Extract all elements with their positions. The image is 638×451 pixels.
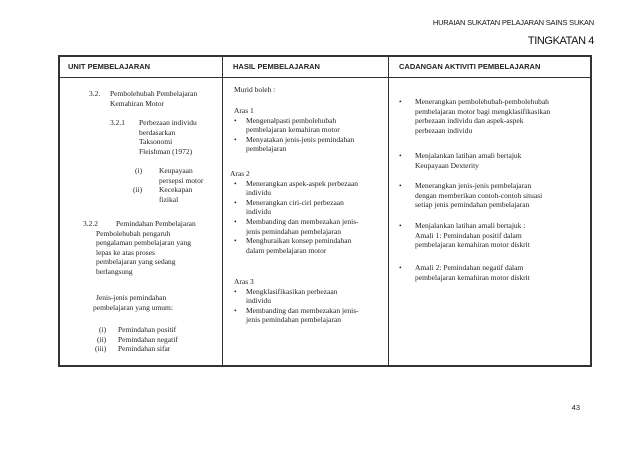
level-heading: Aras 1 [234, 106, 254, 115]
column-divider [222, 57, 223, 365]
list-number: (i) [135, 166, 143, 175]
document-header-form: TINGKATAN 4 [527, 35, 594, 47]
subsection-text: Taksonomi [139, 137, 173, 147]
outcome-text: Membanding dan membezakan jenis- [246, 217, 359, 226]
bullet-icon: • [234, 286, 237, 296]
section-number: 3.2. [89, 89, 101, 98]
subsection-text: pembelajaran yang sedang [96, 257, 176, 267]
list-number: (iii) [95, 344, 107, 354]
list-item-text: Kecekapan [159, 185, 193, 194]
activity-text: pembelajaran motor bagi mengklasifikasikan [415, 106, 551, 116]
activity-text: pembelajaran kemahiran motor diskrit [415, 240, 530, 250]
subsection-text: Jenis-jenis pemindahan [96, 293, 167, 302]
section-title: Pembolehubah Pembelajaran [110, 89, 198, 98]
list-item-text: Pemindahan positif [118, 325, 177, 334]
bullet-icon: • [234, 305, 237, 315]
bullet-icon: • [234, 134, 237, 144]
subsection-text: pengalaman pembelajaran yang [96, 238, 191, 248]
subsection-title: Pemindahan Pembelajaran [116, 219, 196, 228]
activity-text: Menerangkan pembolehubah-pembolehubah [415, 97, 549, 106]
bullet-icon: • [399, 181, 402, 190]
level-heading: Aras 3 [234, 277, 254, 286]
list-number: (ii) [133, 185, 143, 194]
activity-text: perbezaan individu dan aspek-aspek [415, 116, 524, 126]
outcome-text: Menghuraikan konsep pemindahan [246, 236, 352, 246]
subsection-number: 3.2.2 [83, 219, 98, 228]
outcome-text: Menyatakan jenis-jenis pemindahan [246, 134, 355, 144]
level-heading: Aras 2 [230, 169, 250, 178]
outcome-text: Menerangkan aspek-aspek perbezaan [246, 178, 359, 188]
bullet-icon: • [234, 197, 237, 207]
bullet-icon: • [234, 115, 237, 125]
outcome-text: individu [246, 188, 272, 198]
activity-text: pembelajaran kemahiran motor diskrit [415, 272, 530, 282]
list-number: (ii) [97, 334, 107, 344]
bullet-icon: • [399, 263, 402, 272]
page-number: 43 [571, 403, 580, 412]
header-divider [60, 77, 590, 78]
list-item-text: Keupayaan [159, 166, 193, 175]
column-header-activities: CADANGAN AKTIVITI PEMBELAJARAN [399, 62, 541, 71]
activity-text: setiap jenis pemindahan pembelajaran [415, 200, 530, 210]
list-item-text: fizikal [159, 194, 179, 204]
syllabus-table [58, 55, 592, 367]
bullet-icon: • [399, 151, 402, 160]
outcome-text: Membanding dan membezakan jenis- [246, 305, 359, 315]
document-header-title: HURAIAN SUKATAN PELAJARAN SAINS SUKAN [432, 18, 594, 27]
outcome-text: pembelajaran [246, 144, 287, 154]
activity-text: Menjalankan latihan amali bertajuk [415, 151, 522, 160]
activity-text: Menjalankan latihan amali bertajuk : [415, 221, 526, 230]
activity-text: Amali 1: Pemindahan positif dalam [415, 230, 522, 240]
subsection-text: pembelajaran yang umum: [93, 302, 173, 312]
outcome-text: jenis pemindahan pembelajaran [246, 315, 341, 325]
outcome-text: Mengklasifikasikan perbezaan [246, 286, 338, 296]
subsection-text: berdasarkan [139, 127, 176, 137]
subsection-text: berlangsung [96, 267, 133, 276]
list-item-text: Pemindahan negatif [118, 334, 178, 344]
activity-text: Keupayaan Dexterity [415, 160, 479, 170]
outcome-text: dalam pembelajaran motor [246, 245, 327, 255]
activity-text: Amali 2: Pemindahan negatif dalam [415, 263, 524, 272]
outcome-text: individu [246, 207, 272, 217]
subsection-text: lepas ke atas proses [96, 247, 155, 257]
bullet-icon: • [399, 97, 402, 106]
subsection-text: Fleishman (1972) [139, 146, 193, 156]
outcome-text: pembelajaran kemahiran motor [246, 125, 340, 135]
activity-text: Menerangkan jenis-jenis pembelajaran [415, 181, 532, 190]
subsection-text: Perbezaan individu [139, 118, 197, 127]
outcome-text: Menerangkan ciri-ciri perbezaan [246, 197, 344, 207]
subsection-text: Pembolehubah pengaruh [96, 228, 171, 238]
subsection-number: 3.2.1 [110, 118, 125, 127]
section-title: Kemahiran Motor [110, 98, 164, 108]
column-divider [388, 57, 389, 365]
outcome-text: jenis pemindahan pembelajaran [246, 226, 341, 236]
activity-text: dengan memberikan contoh-contoh situasi [415, 190, 543, 200]
bullet-icon: • [234, 217, 237, 226]
list-item-text: persepsi motor [159, 175, 204, 185]
outcome-text: individu [246, 296, 272, 306]
bullet-icon: • [399, 221, 402, 230]
bullet-icon: • [234, 236, 237, 246]
outcomes-intro: Murid boleh : [234, 85, 276, 94]
column-header-outcomes: HASIL PEMBELAJARAN [233, 62, 320, 71]
outcome-text: Mengenalpasti pembolehubah [246, 115, 337, 125]
activity-text: perbezaan individu [415, 125, 473, 135]
bullet-icon: • [234, 178, 237, 188]
column-header-unit: UNIT PEMBELAJARAN [68, 62, 151, 71]
list-item-text: Pemindahan sifar [118, 344, 171, 354]
list-number: (i) [99, 325, 107, 334]
